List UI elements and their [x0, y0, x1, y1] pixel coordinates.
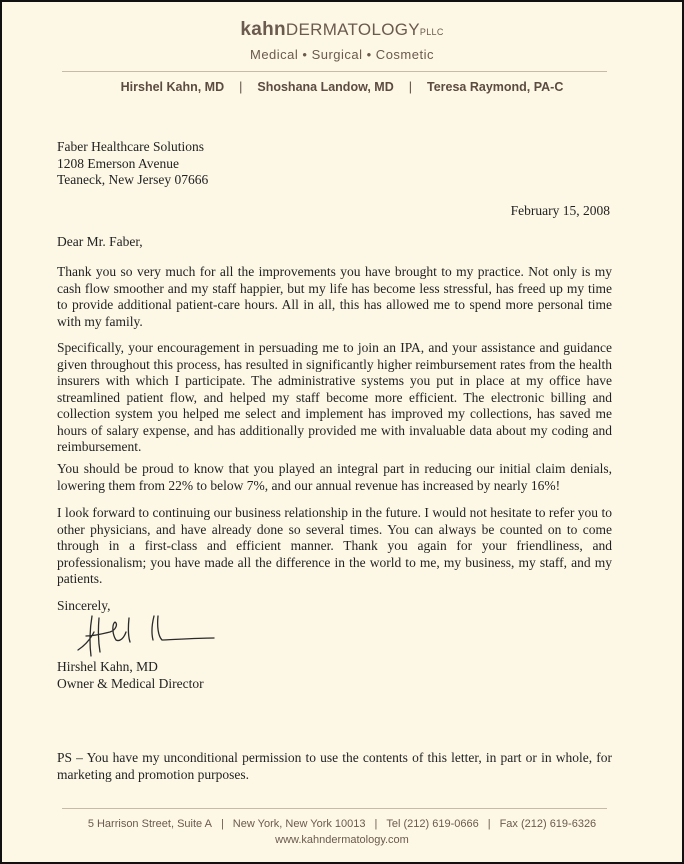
address-line: Teaneck, New Jersey 07666 [57, 172, 209, 187]
provider-separator: | [408, 80, 412, 94]
brand-rest: DERMATOLOGY [285, 20, 420, 39]
body-paragraph: You should be proud to know that you played an integral part in reducing our initial claim denials, lowering them from 22% to below 7%, and our annual revenue has increased by nearly 16%! [57, 461, 612, 493]
letter-date: February 15, 2008 [510, 203, 610, 218]
tagline: Medical • Surgical • Cosmetic [250, 47, 434, 62]
address-line: Faber Healthcare Solutions [57, 139, 204, 154]
footer-fax: Fax (212) 619-6326 [499, 818, 597, 830]
address-line: 1208 Emerson Avenue [57, 155, 179, 171]
closing: Sincerely, [57, 598, 111, 613]
body-paragraph: Thank you so very much for all the improvements you have brought to my practice. Not only is my cash flow smoother and my staff happier, but my life has become less stressful, has freed up my time to provide additional patient-care hours. All in all, this has allowed me to spend more personal time with my family. [57, 264, 612, 329]
footer-separator: | [374, 818, 378, 830]
footer-city: New York, New York 10013 [232, 818, 366, 830]
body-paragraph: Specifically, your encouragement in persuading me to join an IPA, and your assistance and guidance given throughout this process, has resulted in significantly higher reimbursement rates from the health insurers with which I participate. The administrative systems you put in place at my office have streamlined patient flow, and helped my staff become more efficient. The electronic billing and collection system you helped me select and implement has improved my collections, has saved me hours of salary expense, and has additionally provided me with invaluable data about my coding and reimbursement. [57, 340, 612, 454]
body-paragraph: I look forward to continuing our business relationship in the future. I would not hesitate to refer you to other physicians, and have already done so several times. You can always be counted on to come through in a first-class and efficient manner. Thank you again for your friendliness, and professionalism; you have made all the difference in the world to me, my business, my staff, and my patients. [57, 505, 612, 586]
brand-logo [2, 20, 682, 42]
footer-separator: | [220, 818, 224, 830]
provider-name: Hirshel Kahn, MD [120, 80, 225, 94]
footer-address: 5 Harrison Street, Suite A [87, 818, 212, 830]
provider-separator: | [239, 80, 243, 94]
brand-suffix: PLLC [419, 27, 444, 37]
signer-block [57, 659, 204, 692]
brand-bold: kahn [240, 19, 286, 40]
handwritten-signature [72, 610, 222, 658]
signer-name: Hirshel Kahn, MD [57, 659, 158, 674]
footer-rule [62, 808, 607, 809]
footer-tel: Tel (212) 619-0666 [386, 818, 479, 830]
provider-name: Shoshana Landow, MD [257, 80, 394, 94]
postscript: PS – You have my unconditional permission to use the contents of this letter, in part or in whole, for marketing and promotion purposes. [57, 750, 612, 782]
provider-list [2, 80, 682, 94]
footer-separator: | [487, 818, 491, 830]
signer-title: Owner & Medical Director [57, 675, 204, 691]
letterhead [2, 20, 682, 62]
footer-contact [2, 818, 682, 830]
recipient-address [57, 139, 208, 189]
header-rule [62, 71, 607, 72]
salutation: Dear Mr. Faber, [57, 234, 143, 249]
provider-name: Teresa Raymond, PA-C [426, 80, 564, 94]
footer-website: www.kahndermatology.com [275, 834, 409, 846]
